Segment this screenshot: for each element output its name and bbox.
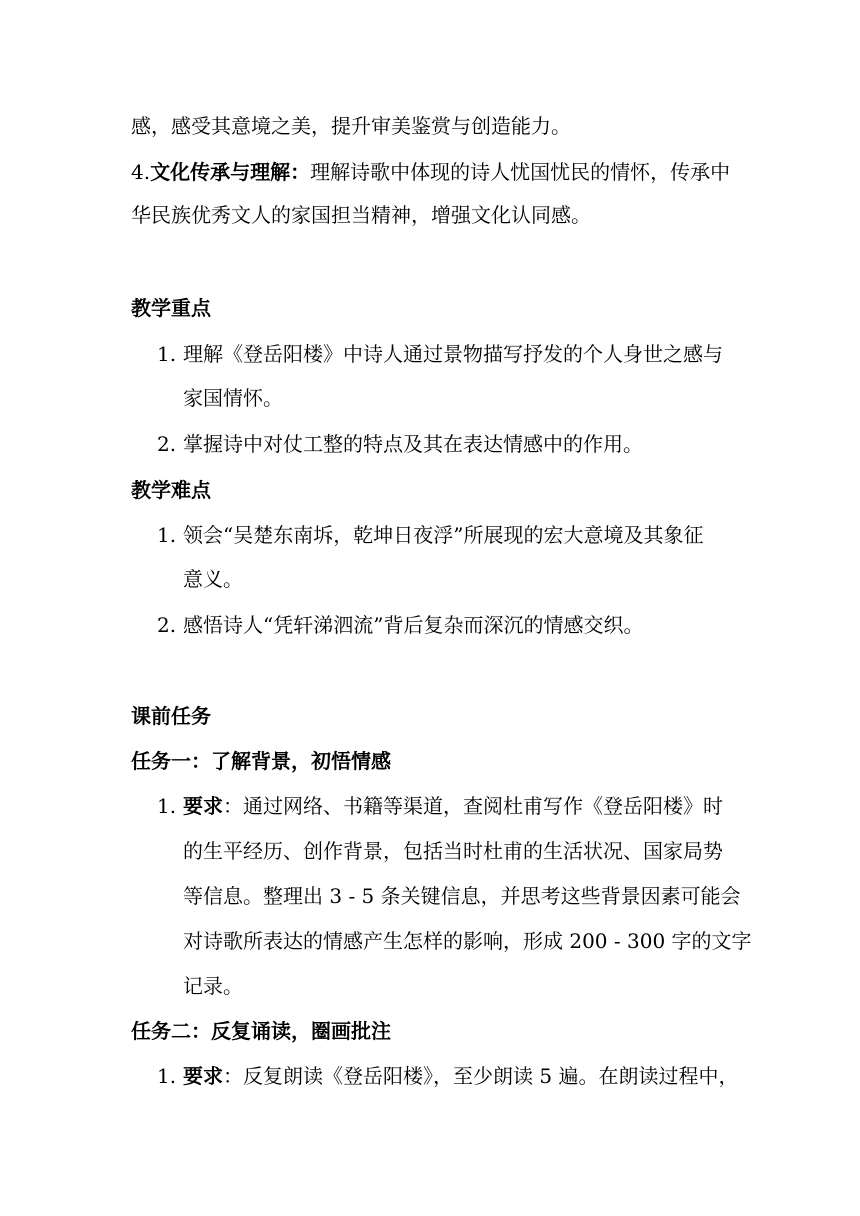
task-1-line-5: 记录。 <box>183 974 243 998</box>
difficult-point-1-number: 1. <box>157 523 177 547</box>
task-1-requirement <box>183 792 723 820</box>
task-2-item-number: 1. <box>157 1064 177 1088</box>
task-2-requirement <box>183 1062 738 1090</box>
objective-4-text: 理解诗歌中体现的诗人忧国忧民的情怀，传承中 <box>310 160 731 184</box>
objective-4-continuation: 华民族优秀文人的家国担当精神，增强文化认同感。 <box>131 203 591 227</box>
task-2-requirement-text: 反复朗读《登岳阳楼》，至少朗读 5 遍。在朗读过程中， <box>243 1064 739 1088</box>
task-1-item-number: 1. <box>157 794 177 818</box>
pre-class-heading: 课前任务 <box>131 704 211 728</box>
task-1-line-2: 的生平经历、创作背景，包括当时杜甫的生活状况、国家局势 <box>183 839 723 863</box>
difficult-point-1-continuation: 意义。 <box>183 567 243 591</box>
key-point-2: 掌握诗中对仗工整的特点及其在表达情感中的作用。 <box>183 432 643 456</box>
task-1-requirement-colon: ： <box>223 794 243 818</box>
objective-4-title: 文化传承与理解： <box>150 160 311 184</box>
difficult-point-2-number: 2. <box>157 613 177 637</box>
key-point-1: 理解《登岳阳楼》中诗人通过景物描写抒发的个人身世之感与 <box>183 342 723 366</box>
task-1-requirement-text: 通过网络、书籍等渠道，查阅杜甫写作《登岳阳楼》时 <box>243 794 723 818</box>
key-points-heading: 教学重点 <box>131 296 211 320</box>
objective-4-number: 4. <box>131 160 151 184</box>
task-1-title: 任务一：了解背景，初悟情感 <box>131 749 391 773</box>
task-2-requirement-colon: ： <box>223 1064 243 1088</box>
key-point-1-number: 1. <box>157 342 177 366</box>
difficult-point-1: 领会“吴楚东南坼，乾坤日夜浮”所展现的宏大意境及其象征 <box>183 523 704 547</box>
key-point-1-continuation: 家国情怀。 <box>183 386 283 410</box>
intro-line: 感，感受其意境之美，提升审美鉴赏与创造能力。 <box>131 114 571 138</box>
difficult-point-2: 感悟诗人“凭轩涕泗流”背后复杂而深沉的情感交织。 <box>183 613 644 637</box>
task-1-line-3: 等信息。整理出 3 - 5 条关键信息，并思考这些背景因素可能会 <box>183 884 741 908</box>
key-point-2-number: 2. <box>157 432 177 456</box>
task-1-line-4: 对诗歌所表达的情感产生怎样的影响，形成 200 - 300 字的文字 <box>183 929 752 953</box>
objective-4 <box>131 158 730 186</box>
difficult-points-heading: 教学难点 <box>131 478 211 502</box>
task-2-requirement-label: 要求 <box>183 1064 223 1088</box>
task-2-title: 任务二：反复诵读，圈画批注 <box>131 1019 391 1043</box>
task-1-requirement-label: 要求 <box>183 794 223 818</box>
